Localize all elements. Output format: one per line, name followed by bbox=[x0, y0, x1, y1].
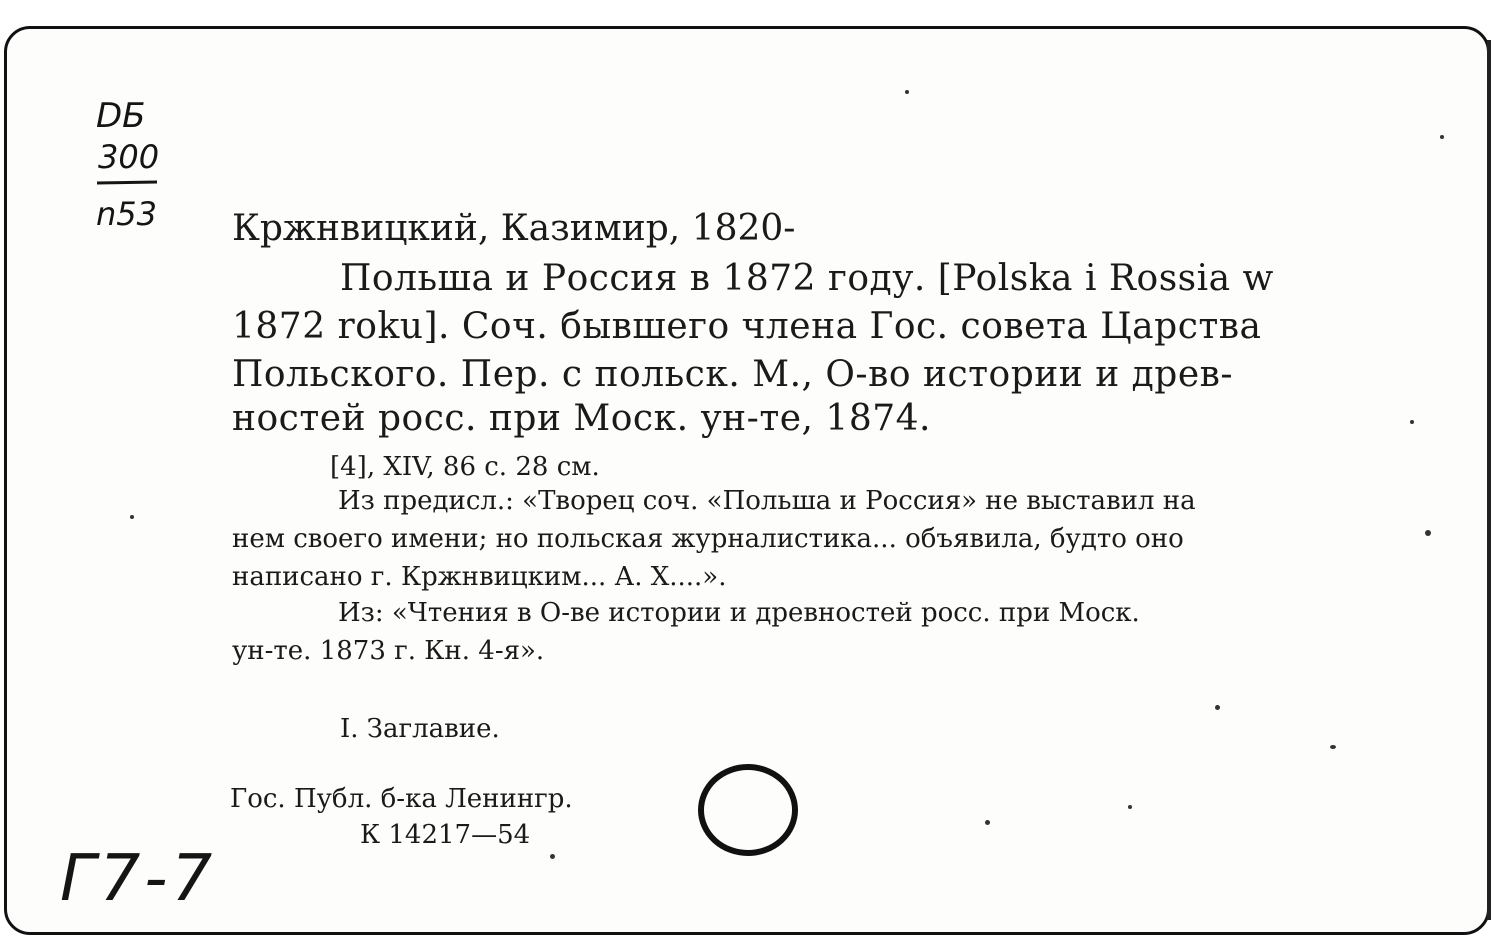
title-line-4: ностей росс. при Моск. ун-те, 1874. bbox=[232, 398, 931, 439]
note2-line-1: Из: «Чтения в О-ве истории и древностей росс. при Моск. bbox=[338, 598, 1140, 628]
scan-speck bbox=[130, 515, 134, 519]
note2-line-2: ун-те. 1873 г. Кн. 4-я». bbox=[232, 636, 545, 666]
note1-line-1: Из предисл.: «Творец соч. «Польша и Россия» не выставил на bbox=[338, 486, 1196, 516]
scan-speck bbox=[905, 90, 909, 94]
scan-speck bbox=[1425, 530, 1431, 536]
collation: [4], XIV, 86 с. 28 см. bbox=[330, 452, 600, 482]
scan-speck bbox=[1440, 135, 1444, 139]
call-number-line1: DБ bbox=[96, 96, 146, 136]
call-number-line3: n53 bbox=[96, 195, 157, 233]
tracing: I. Заглавие. bbox=[340, 714, 500, 744]
note1-line-3: написано г. Кржнвицким... А. Х....». bbox=[232, 562, 727, 592]
library-name: Гос. Публ. б-ка Ленингр. bbox=[230, 784, 573, 814]
scan-speck bbox=[1215, 705, 1220, 710]
scan-speck bbox=[550, 854, 555, 859]
title-line-1: Польша и Россия в 1872 году. [Polska i Rossia w bbox=[340, 258, 1274, 299]
scan-speck bbox=[1128, 805, 1132, 809]
bottom-handwritten-mark: Г7-7 bbox=[60, 842, 217, 916]
scan-speck bbox=[1330, 745, 1336, 749]
author-heading: Кржнвицкий, Казимир, 1820- bbox=[232, 208, 796, 249]
card-edge bbox=[1487, 40, 1491, 920]
note1-line-2: нем своего имени; но польская журналистика... объявила, будто оно bbox=[232, 524, 1184, 554]
scan-speck bbox=[985, 820, 990, 825]
title-line-3: Польского. Пер. с польск. М., О-во истории и древ- bbox=[232, 354, 1234, 395]
scan-speck bbox=[1410, 420, 1414, 424]
punch-hole bbox=[694, 760, 804, 860]
title-line-2: 1872 roku]. Соч. бывшего члена Гос. совета Царства bbox=[232, 306, 1262, 347]
card-number: К 14217—54 bbox=[360, 820, 531, 850]
call-number-line2: 300 bbox=[98, 138, 160, 176]
